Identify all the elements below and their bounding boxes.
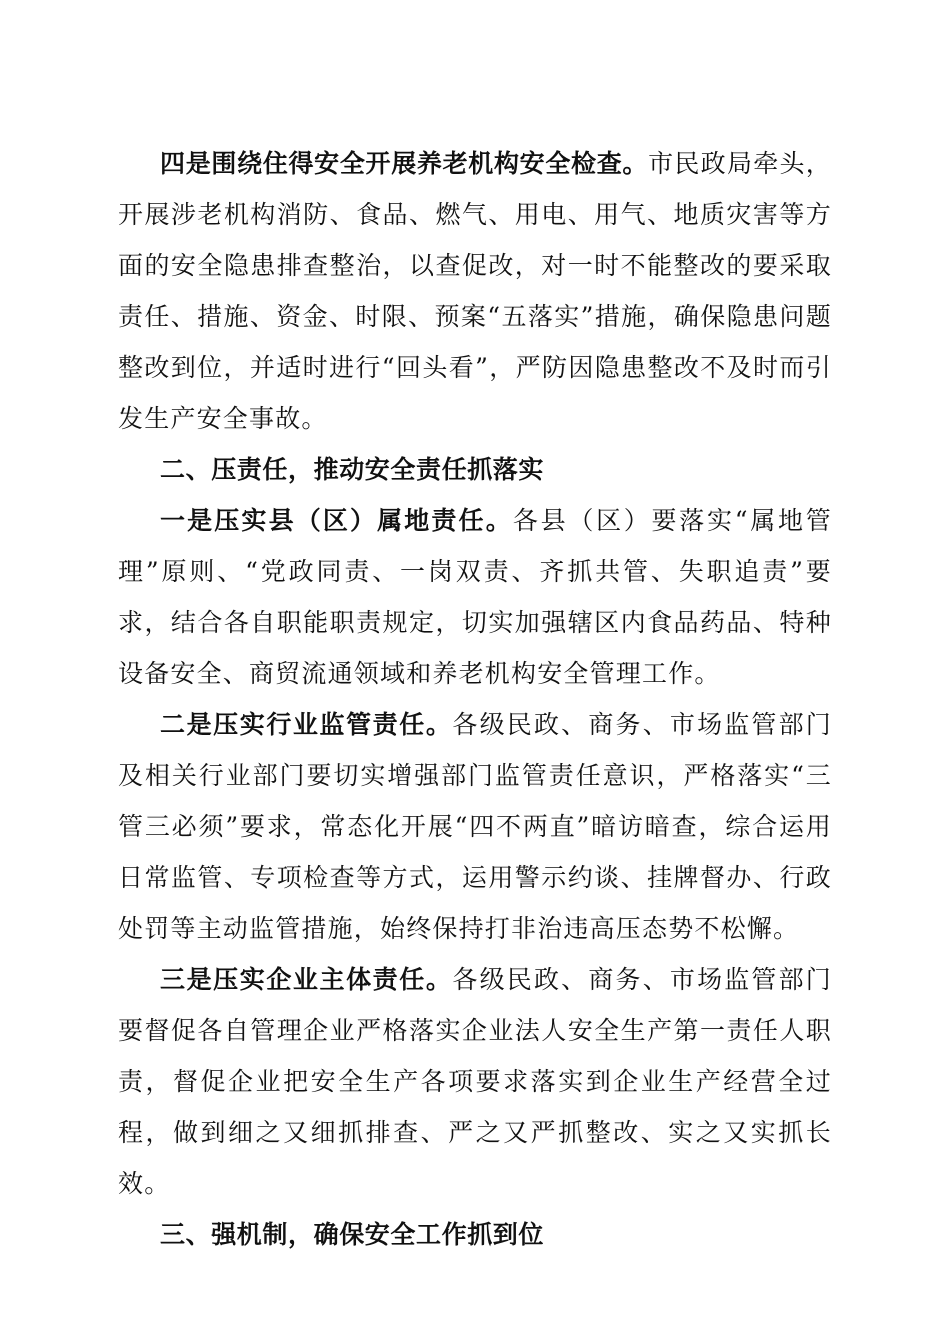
paragraph-lead: 一是压实县（区）属地责任。 [160,506,513,535]
paragraph-enterprise-responsibility [118,954,832,1209]
paragraph-elderly-care-inspection [118,138,832,444]
section-heading-responsibility: 二、压责任，推动安全责任抓落实 [160,455,545,484]
document-body [118,138,832,1260]
paragraph-text: 各级民政、商务、市场监管部门要督促各自管理企业严格落实企业法人安全生产第一责任人职责，督促企业把安全生产各项要求落实到企业生产经营全过程，做到细之又细抓排查、严之又严抓整改、实之又实抓长效。 [118,965,832,1198]
paragraph-lead: 二是压实行业监管责任。 [160,710,453,739]
paragraph-text: 各县（区）要落实“属地管理”原则、“党政同责、一岗双责、齐抓共管、失职追责”要求，结合各自职能职责规定，切实加强辖区内食品药品、特种设备安全、商贸流通领域和养老机构安全管理工作。 [118,506,832,688]
paragraph-lead: 四是围绕住得安全开展养老机构安全检查。 [160,149,649,178]
paragraph-text: 各级民政、商务、市场监管部门及相关行业部门要切实增强部门监管责任意识，严格落实“三管三必须”要求，常态化开展“四不两直”暗访暗查，综合运用日常监管、专项检查等方式，运用警示约谈、挂牌督办、行政处罚等主动监管措施，始终保持打非治违高压态势不松懈。 [118,710,832,943]
paragraph-industry-supervision [118,699,832,954]
section-heading-mechanism: 三、强机制，确保安全工作抓到位 [160,1220,545,1249]
paragraph-county-responsibility [118,495,832,699]
paragraph-text: 市民政局牵头，开展涉老机构消防、食品、燃气、用电、用气、地质灾害等方面的安全隐患排查整治，以查促改，对一时不能整改的要采取责任、措施、资金、时限、预案“五落实”措施，确保隐患问题整改到位，并适时进行“回头看”，严防因隐患整改不及时而引发生产安全事故。 [118,149,833,433]
paragraph-lead: 三是压实企业主体责任。 [160,965,453,994]
